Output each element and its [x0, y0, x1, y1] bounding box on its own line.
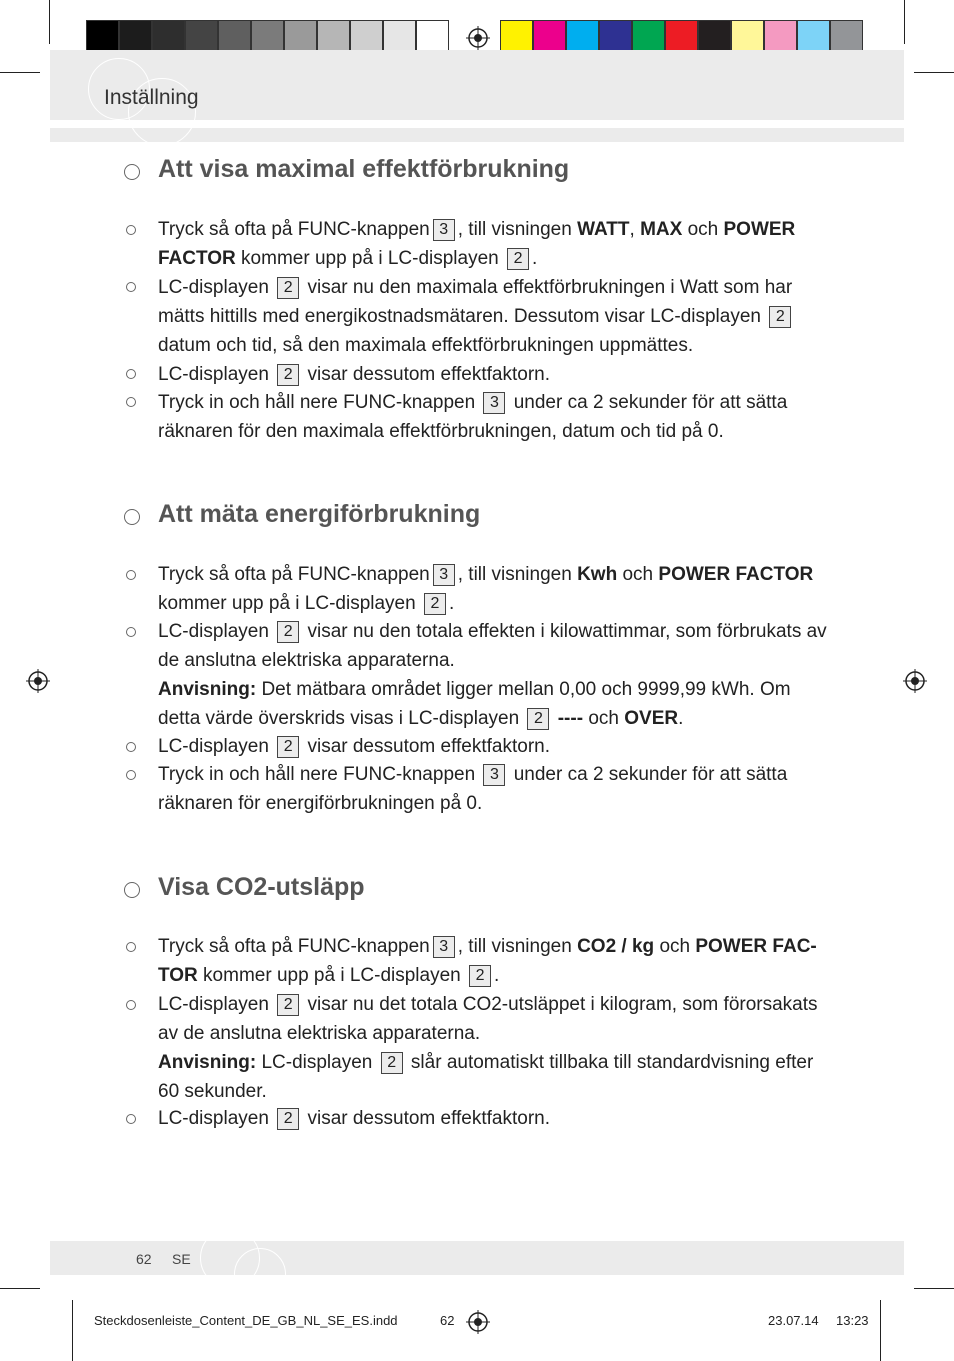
color-swatch [218, 20, 251, 54]
color-swatch [830, 20, 863, 54]
key-label-2: 2 [424, 593, 446, 615]
key-label-2: 2 [769, 306, 791, 328]
registration-mark-icon [26, 669, 50, 693]
color-swatch [500, 20, 533, 54]
section-heading: Att mäta energiförbrukning [158, 500, 481, 528]
key-label-2: 2 [277, 364, 299, 386]
list-bullet-icon [126, 742, 136, 752]
color-swatch [599, 20, 632, 54]
list-bullet-icon [126, 1000, 136, 1010]
crop-mark [904, 0, 905, 44]
list-item: LC-displayen 2 visar dessutom effektfaktorn. [158, 1108, 551, 1129]
registration-mark-icon [903, 669, 927, 693]
list-item: Tryck så ofta på FUNC-knappen 3 , till visningen CO2 / kg och POWER FAC-TOR kommer upp på i LC-displayen 2 . [158, 936, 817, 986]
slug-page: 62 [440, 1313, 455, 1328]
key-label-2: 2 [277, 621, 299, 643]
slug-date: 23.07.14 [768, 1313, 819, 1328]
list-item: LC-displayen 2 visar nu den maximala effektförbrukningen i Watt som har mätts hittills med energikostnadsmätaren. Dessutom visar LC-displayen 2 datum och tid, så den maximala effektförbrukningen uppmättes. [158, 277, 793, 356]
heading-bullet-icon [124, 509, 140, 525]
crop-mark [914, 72, 954, 73]
list-item: LC-displayen 2 visar nu det totala CO2-utsläppet i kilogram, som förorsakats av de anslutna elektriska apparaterna. Anvisning: LC-displayen 2 slår automatiskt tillbaka till standardvisning efter 60 sekunder. [158, 994, 818, 1102]
color-bar [500, 20, 863, 54]
list-bullet-icon [126, 369, 136, 379]
section-heading: Att visa maximal effektförbrukning [158, 155, 570, 183]
key-label-3: 3 [433, 936, 455, 958]
color-swatch [416, 20, 449, 54]
list-bullet-icon [126, 397, 136, 407]
list-bullet-icon [126, 1114, 136, 1124]
color-swatch [797, 20, 830, 54]
color-swatch [632, 20, 665, 54]
color-swatch [698, 20, 731, 54]
list-bullet-icon [126, 942, 136, 952]
slug-filename: Steckdosenleiste_Content_DE_GB_NL_SE_ES.indd [94, 1313, 398, 1328]
crop-mark [49, 0, 50, 44]
color-swatch [350, 20, 383, 54]
key-label-2: 2 [277, 994, 299, 1016]
key-label-2: 2 [277, 736, 299, 758]
crop-mark [0, 72, 40, 73]
list-item: Tryck så ofta på FUNC-knappen 3 , till visningen WATT, MAX och POWER FACTOR kommer upp på i LC-displayen 2 . [158, 219, 796, 269]
key-label-3: 3 [433, 219, 455, 241]
color-swatch [119, 20, 152, 54]
registration-mark-icon [466, 26, 490, 50]
color-swatch [533, 20, 566, 54]
language-code: SE [172, 1251, 191, 1267]
color-swatch [185, 20, 218, 54]
color-swatch [152, 20, 185, 54]
page-title: Inställning [104, 86, 199, 109]
key-label-3: 3 [483, 764, 505, 786]
slug-time: 13:23 [836, 1313, 869, 1328]
key-label-3: 3 [433, 564, 455, 586]
crop-mark [0, 1288, 40, 1289]
crop-mark [880, 1300, 881, 1361]
key-label-3: 3 [483, 392, 505, 414]
list-item: LC-displayen 2 visar dessutom effektfaktorn. [158, 736, 551, 757]
list-item: Tryck in och håll nere FUNC-knappen 3 under ca 2 sekunder för att sätta räknaren för energiförbrukningen på 0. [158, 764, 788, 814]
section-heading: Visa CO2-utsläpp [158, 873, 365, 901]
heading-bullet-icon [124, 164, 140, 180]
note-label: Anvisning: [158, 1052, 257, 1073]
color-swatch [383, 20, 416, 54]
color-swatch [251, 20, 284, 54]
list-bullet-icon [126, 225, 136, 235]
page-number: 62 [136, 1251, 152, 1267]
list-bullet-icon [126, 570, 136, 580]
color-swatch [284, 20, 317, 54]
key-label-2: 2 [381, 1052, 403, 1074]
color-swatch [317, 20, 350, 54]
registration-mark-icon [466, 1310, 490, 1334]
decorative-circle-icon [234, 1248, 286, 1300]
color-swatch [566, 20, 599, 54]
color-swatch [731, 20, 764, 54]
list-item: Tryck in och håll nere FUNC-knappen 3 under ca 2 sekunder för att sätta räknaren för den maximala effektförbrukningen, datum och tid på 0. [158, 392, 788, 442]
key-label-2: 2 [277, 1108, 299, 1130]
key-label-2: 2 [277, 277, 299, 299]
note-label: Anvisning: [158, 679, 257, 700]
list-bullet-icon [126, 627, 136, 637]
key-label-2: 2 [527, 708, 549, 730]
list-bullet-icon [126, 770, 136, 780]
grayscale-bar [86, 20, 449, 54]
key-label-2: 2 [507, 248, 529, 270]
list-item: LC-displayen 2 visar dessutom effektfaktorn. [158, 364, 551, 385]
color-swatch [764, 20, 797, 54]
color-swatch [665, 20, 698, 54]
list-item: Tryck så ofta på FUNC-knappen 3 , till visningen Kwh och POWER FACTOR kommer upp på i LC-displayen 2 . [158, 564, 814, 614]
list-bullet-icon [126, 282, 136, 292]
crop-mark [914, 1288, 954, 1289]
list-item: LC-displayen 2 visar nu den totala effekten i kilowattimmar, som förbrukats av de anslutna elektriska apparaterna. Anvisning: Det mätbara området ligger mellan 0,00 och 9999,99 kWh. Om detta värde överskrids visas i LC-displayen 2 ---- och OVER. [158, 621, 827, 729]
key-label-2: 2 [469, 965, 491, 987]
crop-mark [72, 1300, 73, 1361]
heading-bullet-icon [124, 882, 140, 898]
color-swatch [86, 20, 119, 54]
